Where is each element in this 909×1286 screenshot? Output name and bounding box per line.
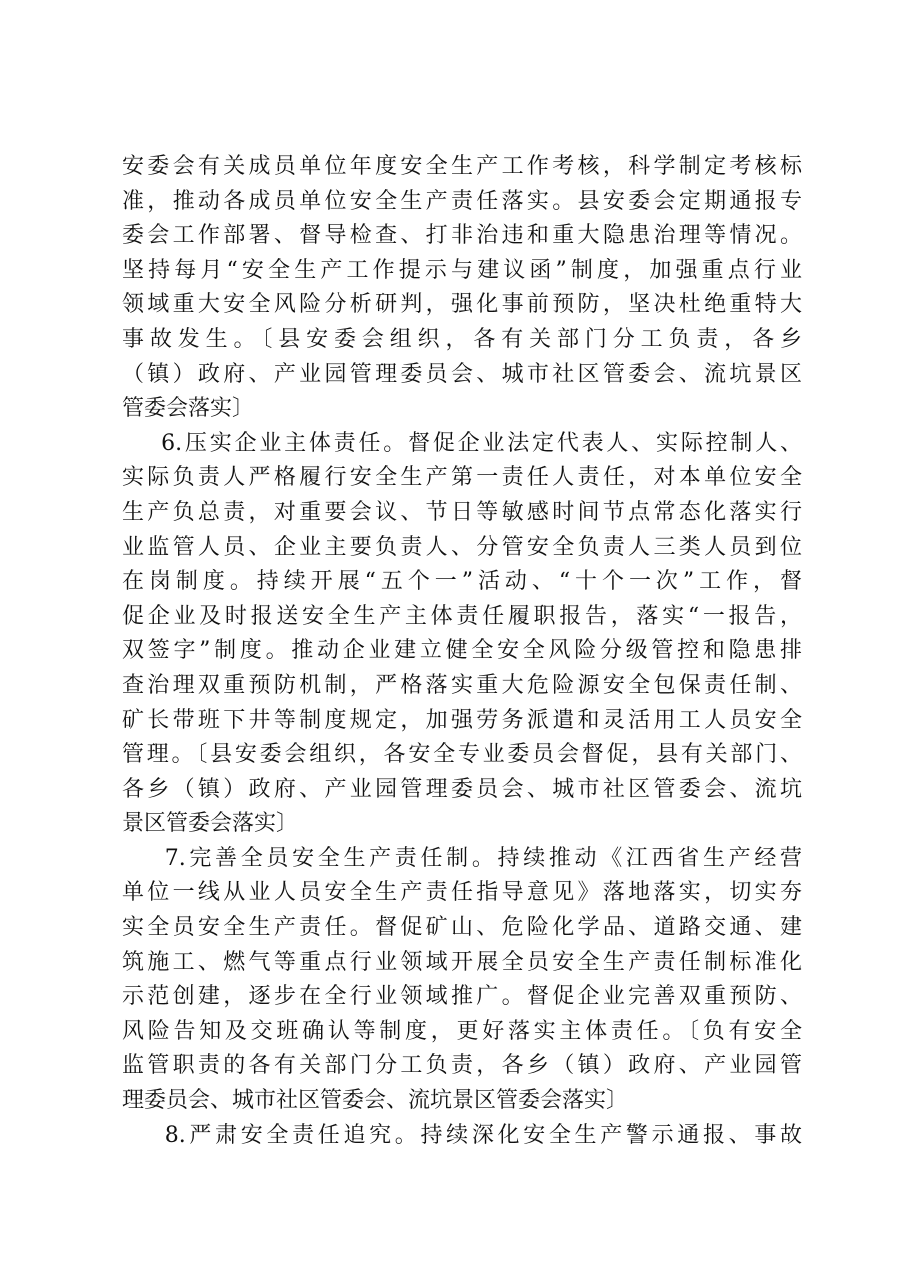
text-line: 查治理双重预防机制，严格落实重大危险源安全包保责任制、 <box>122 672 802 698</box>
text-line: 委会工作部署、督导检查、打非治违和重大隐患治理等情况。 <box>122 223 802 249</box>
text-line: 管委会落实〕 <box>122 396 255 422</box>
text-line: 8.严肃安全责任追究。持续深化安全生产警示通报、事故 <box>122 1122 802 1148</box>
text-line: 双签字”制度。推动企业建立健全安全风险分级管控和隐患排 <box>122 638 802 664</box>
text-line: 管理。〔县安委会组织，各安全专业委员会督促，县有关部门、 <box>122 742 802 768</box>
text-line: 领域重大安全风险分析研判，强化事前预防，坚决杜绝重特大 <box>122 292 802 318</box>
text-line: 生产负总责，对重要会议、节日等敏感时间节点常态化落实行 <box>122 499 802 525</box>
text-line: 筑施工、燃气等重点行业领域开展全员安全生产责任制标准化 <box>122 949 802 975</box>
text-line: 安委会有关成员单位年度安全生产工作考核，科学制定考核标 <box>122 154 802 179</box>
text-line: 风险告知及交班确认等制度，更好落实主体责任。〔负有安全 <box>122 1018 802 1044</box>
text-line: 各乡（镇）政府、产业园管理委员会、城市社区管委会、流坑 <box>122 776 802 802</box>
text-line: 准，推动各成员单位安全生产责任落实。县安委会定期通报专 <box>122 188 802 214</box>
text-line: 理委员会、城市社区管委会、流坑景区管委会落实〕 <box>122 1088 629 1114</box>
text-line: 示范创建，逐步在全行业领域推广。督促企业完善双重预防、 <box>122 984 802 1010</box>
text-line: （镇）政府、产业园管理委员会、城市社区管委会、流坑景区 <box>122 361 802 387</box>
text-line: 景区管委会落实〕 <box>122 811 299 837</box>
text-line: 实全员安全生产责任。督促矿山、危险化学品、道路交通、建 <box>122 915 802 941</box>
text-line: 矿长带班下井等制度规定，加强劳务派遣和灵活用工人员安全 <box>122 707 802 733</box>
text-line: 单位一线从业人员安全生产责任指导意见》落地落实，切实夯 <box>122 880 802 906</box>
text-line: 6.压实企业主体责任。督促企业法定代表人、实际控制人、 <box>122 430 802 456</box>
text-line: 监管职责的各有关部门分工负责，各乡（镇）政府、产业园管 <box>122 1053 802 1079</box>
text-line: 在岗制度。持续开展“五个一”活动、“十个一次”工作，督 <box>122 569 802 595</box>
text-line: 促企业及时报送安全生产主体责任履职报告，落实“一报告， <box>122 603 802 629</box>
text-line: 坚持每月“安全生产工作提示与建议函”制度，加强重点行业 <box>122 257 802 283</box>
text-line: 实际负责人严格履行安全生产第一责任人责任，对本单位安全 <box>122 465 802 491</box>
text-line: 7.完善全员安全生产责任制。持续推动《江西省生产经营 <box>122 845 802 871</box>
text-line: 业监管人员、企业主要负责人、分管安全负责人三类人员到位 <box>122 534 802 560</box>
text-line: 事故发生。〔县安委会组织，各有关部门分工负责，各乡 <box>122 326 802 352</box>
document-body <box>122 150 802 1153</box>
